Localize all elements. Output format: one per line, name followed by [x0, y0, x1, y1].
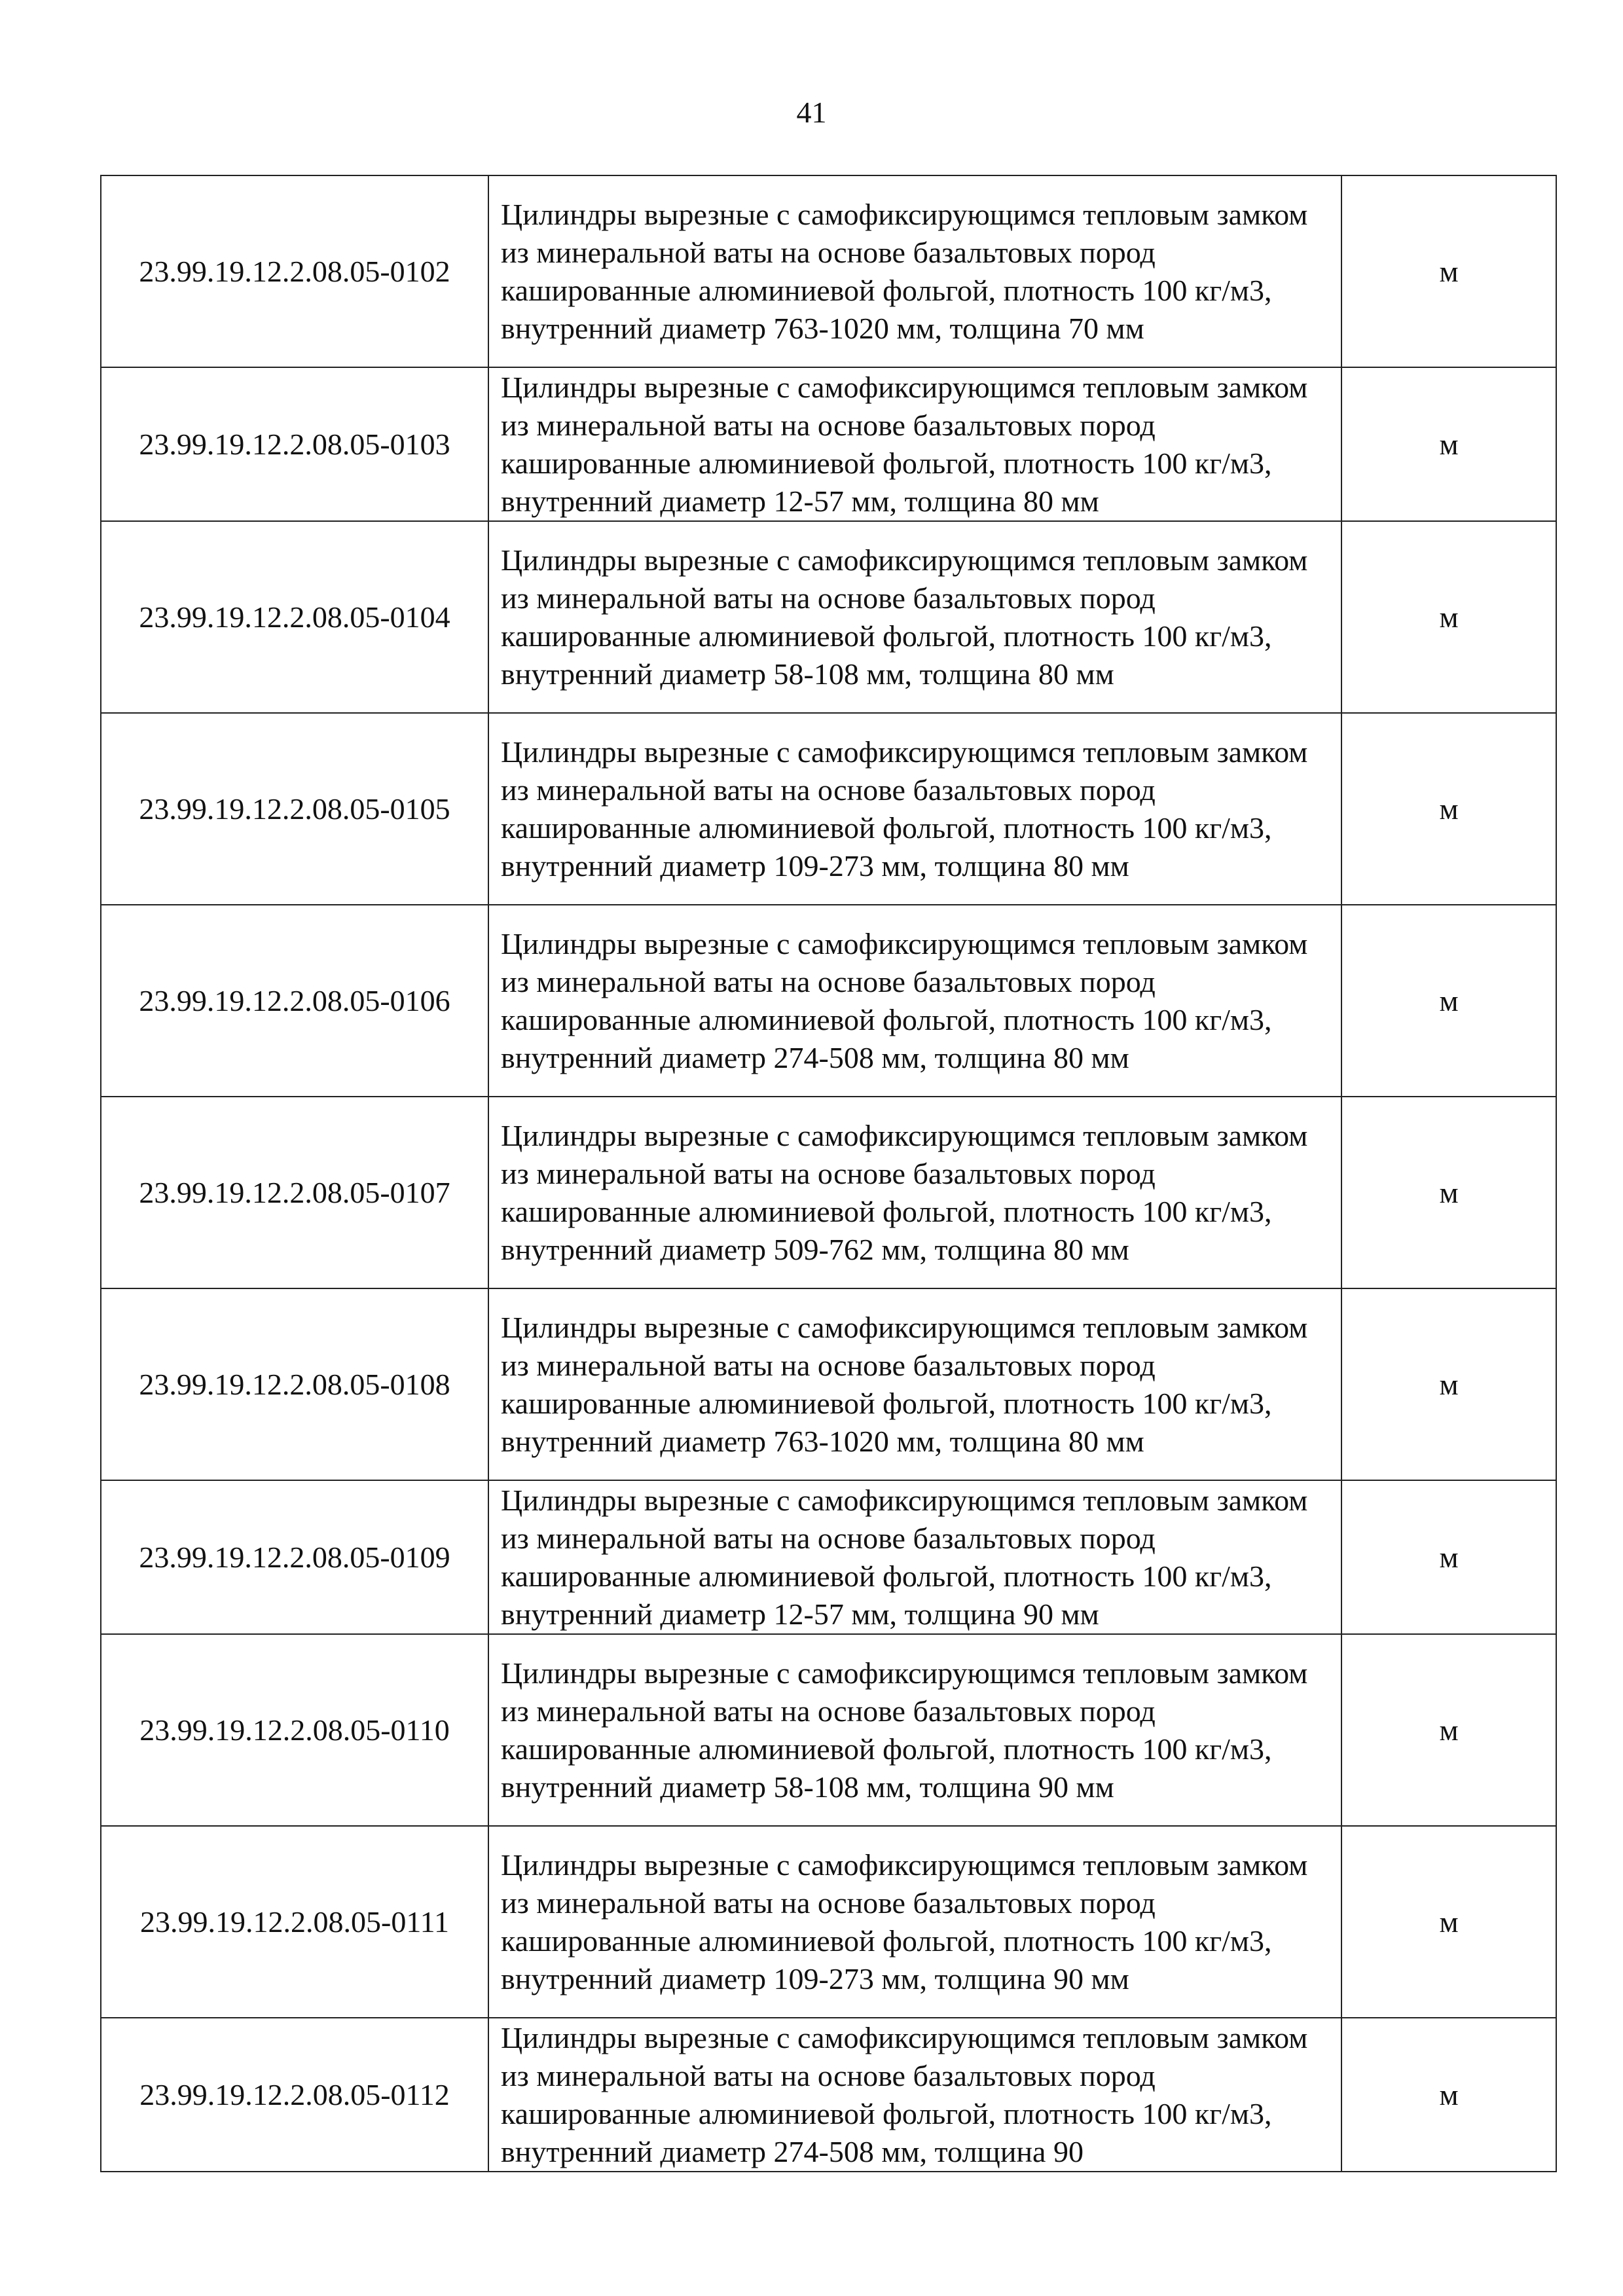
unit-of-measure: м	[1341, 1288, 1556, 1480]
unit-of-measure: м	[1341, 905, 1556, 1097]
resource-code: 23.99.19.12.2.08.05-0105	[101, 713, 488, 905]
resource-description: Цилиндры вырезные с самофиксирующимся тепловым замком из минеральной ваты на основе базальтовых пород кашированные алюминиевой фольгой, плотность 100 кг/м3, внутренний диаметр 109-273 мм, толщина 90 мм	[488, 1826, 1341, 2018]
unit-of-measure: м	[1341, 367, 1556, 521]
resource-code: 23.99.19.12.2.08.05-0106	[101, 905, 488, 1097]
resource-description: Цилиндры вырезные с самофиксирующимся тепловым замком из минеральной ваты на основе базальтовых пород кашированные алюминиевой фольгой, плотность 100 кг/м3, внутренний диаметр 509-762 мм, толщина 80 мм	[488, 1097, 1341, 1288]
table-row	[101, 1826, 1556, 2018]
resource-description: Цилиндры вырезные с самофиксирующимся тепловым замком из минеральной ваты на основе базальтовых пород кашированные алюминиевой фольгой, плотность 100 кг/м3, внутренний диаметр 58-108 мм, толщина 80 мм	[488, 521, 1341, 713]
unit-of-measure: м	[1341, 1097, 1556, 1288]
resource-table	[100, 175, 1557, 2172]
resource-code: 23.99.19.12.2.08.05-0111	[101, 1826, 488, 2018]
table-row	[101, 1480, 1556, 1634]
unit-of-measure: м	[1341, 521, 1556, 713]
unit-of-measure: м	[1341, 175, 1556, 367]
resource-description: Цилиндры вырезные с самофиксирующимся тепловым замком из минеральной ваты на основе базальтовых пород кашированные алюминиевой фольгой, плотность 100 кг/м3, внутренний диаметр 763-1020 мм, толщина 80 мм	[488, 1288, 1341, 1480]
resource-description: Цилиндры вырезные с самофиксирующимся тепловым замком из минеральной ваты на основе базальтовых пород кашированные алюминиевой фольгой, плотность 100 кг/м3, внутренний диаметр 58-108 мм, толщина 90 мм	[488, 1634, 1341, 1826]
unit-of-measure: м	[1341, 1826, 1556, 2018]
resource-description: Цилиндры вырезные с самофиксирующимся тепловым замком из минеральной ваты на основе базальтовых пород кашированные алюминиевой фольгой, плотность 100 кг/м3, внутренний диаметр 109-273 мм, толщина 80 мм	[488, 713, 1341, 905]
table-row	[101, 1634, 1556, 1826]
table-row	[101, 905, 1556, 1097]
resource-code: 23.99.19.12.2.08.05-0109	[101, 1480, 488, 1634]
unit-of-measure: м	[1341, 713, 1556, 905]
table-row	[101, 1097, 1556, 1288]
resource-code: 23.99.19.12.2.08.05-0107	[101, 1097, 488, 1288]
table-row	[101, 175, 1556, 367]
resource-code: 23.99.19.12.2.08.05-0112	[101, 2018, 488, 2172]
table-row	[101, 713, 1556, 905]
resource-description: Цилиндры вырезные с самофиксирующимся тепловым замком из минеральной ваты на основе базальтовых пород кашированные алюминиевой фольгой, плотность 100 кг/м3, внутренний диаметр 12-57 мм, толщина 90 мм	[488, 1480, 1341, 1634]
page-number: 41	[796, 96, 827, 129]
resource-code: 23.99.19.12.2.08.05-0104	[101, 521, 488, 713]
table-row	[101, 521, 1556, 713]
table-row	[101, 367, 1556, 521]
resource-description: Цилиндры вырезные с самофиксирующимся тепловым замком из минеральной ваты на основе базальтовых пород кашированные алюминиевой фольгой, плотность 100 кг/м3, внутренний диаметр 763-1020 мм, толщина 70 мм	[488, 175, 1341, 367]
unit-of-measure: м	[1341, 1480, 1556, 1634]
resource-code: 23.99.19.12.2.08.05-0110	[101, 1634, 488, 1826]
resource-code: 23.99.19.12.2.08.05-0103	[101, 367, 488, 521]
unit-of-measure: м	[1341, 1634, 1556, 1826]
resource-description: Цилиндры вырезные с самофиксирующимся тепловым замком из минеральной ваты на основе базальтовых пород кашированные алюминиевой фольгой, плотность 100 кг/м3, внутренний диаметр 274-508 мм, толщина 90	[488, 2018, 1341, 2172]
resource-description: Цилиндры вырезные с самофиксирующимся тепловым замком из минеральной ваты на основе базальтовых пород кашированные алюминиевой фольгой, плотность 100 кг/м3, внутренний диаметр 12-57 мм, толщина 80 мм	[488, 367, 1341, 521]
table-row	[101, 1288, 1556, 1480]
table-row	[101, 2018, 1556, 2172]
resource-code: 23.99.19.12.2.08.05-0108	[101, 1288, 488, 1480]
resource-code: 23.99.19.12.2.08.05-0102	[101, 175, 488, 367]
resource-description: Цилиндры вырезные с самофиксирующимся тепловым замком из минеральной ваты на основе базальтовых пород кашированные алюминиевой фольгой, плотность 100 кг/м3, внутренний диаметр 274-508 мм, толщина 80 мм	[488, 905, 1341, 1097]
unit-of-measure: м	[1341, 2018, 1556, 2172]
